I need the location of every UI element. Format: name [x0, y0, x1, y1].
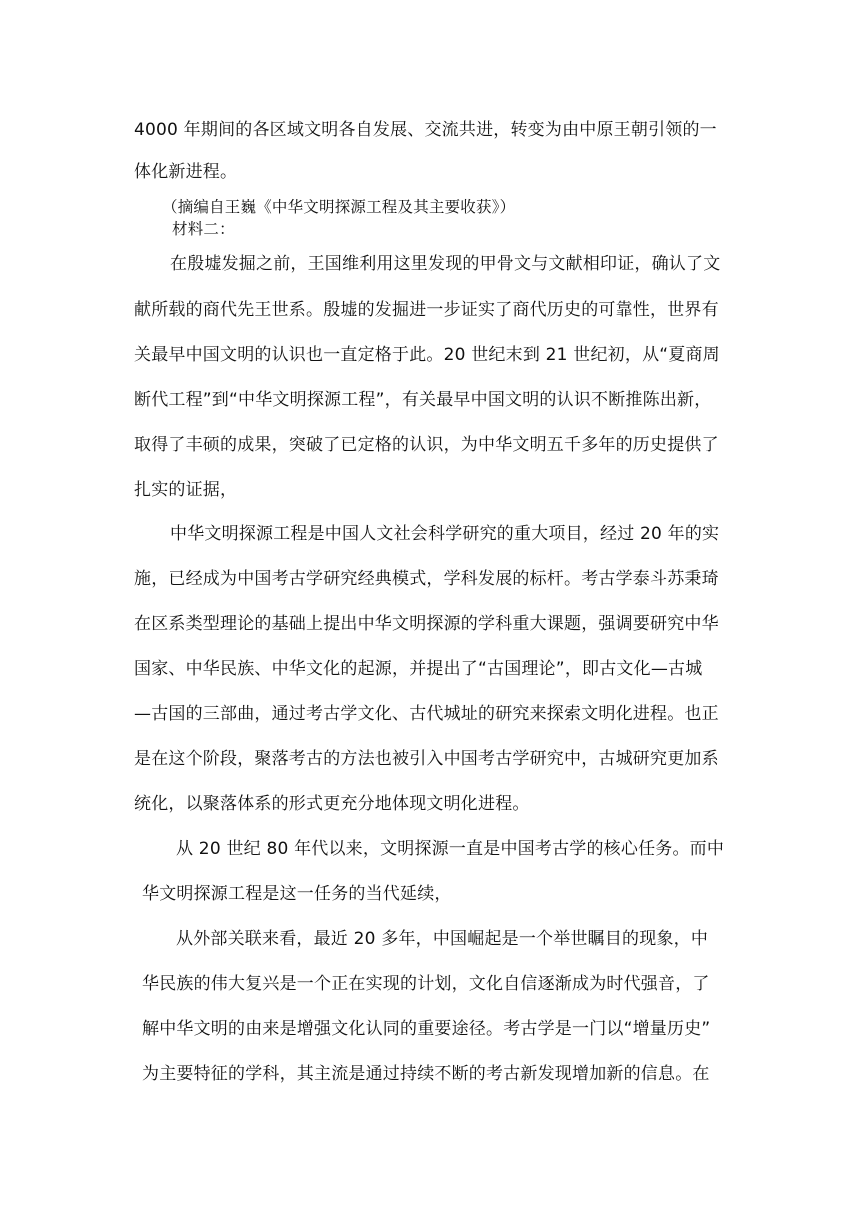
paragraph-line: 是在这个阶段，聚落考古的方法也被引入中国考古学研究中，古城研究更加系	[134, 749, 719, 769]
paragraph-line: 献所载的商代先王世系。殷墟的发掘进一步证实了商代历史的可靠性，世界有	[134, 300, 719, 320]
paragraph-line: 施，已经成为中国考古学研究经典模式，学科发展的标杆。考古学泰斗苏秉琦	[134, 569, 719, 589]
paragraph-line: 从外部关联来看，最近 20 多年，中国崛起是一个举世瞩目的现象，中	[176, 929, 709, 949]
paragraph-line: 关最早中国文明的认识也一直定格于此。20 世纪末到 21 世纪初，从“夏商周	[134, 345, 720, 365]
paragraph-line: 为主要特征的学科，其主流是通过持续不断的考古新发现增加新的信息。在	[142, 1064, 710, 1084]
paragraph-line: 统化，以聚落体系的形式更充分地体现文明化进程。	[134, 794, 530, 814]
paragraph-line: 扎实的证据，	[134, 480, 238, 500]
paragraph-line: 从 20 世纪 80 年代以来，文明探源一直是中国考古学的核心任务。而中	[176, 839, 725, 859]
paragraph-line: 在殷墟发掘之前，王国维利用这里发现的甲骨文与文献相印证，确认了文	[170, 254, 721, 274]
paragraph-line: 解中华文明的由来是增强文化认同的重要途径。考古学是一门以“增量历史”	[142, 1019, 711, 1039]
paragraph-line: 国家、中华民族、中华文化的起源，并提出了“古国理论”，即古文化—古城	[134, 659, 703, 679]
paragraph-line: 在区系类型理论的基础上提出中华文明探源的学科重大课题，强调要研究中华	[134, 614, 719, 634]
paragraph-line: 取得了丰硕的成果，突破了已定格的认识，为中华文明五千多年的历史提供了	[134, 435, 719, 455]
section-heading: 材料二：	[172, 220, 235, 238]
paragraph-line: 4000 年期间的各区域文明各自发展、交流共进，转变为由中原王朝引领的一	[134, 120, 717, 140]
paragraph-line: 华文明探源工程是这一任务的当代延续，	[142, 884, 452, 904]
paragraph-line: —古国的三部曲，通过考古学文化、古代城址的研究来探索文明化进程。也正	[134, 704, 719, 724]
paragraph-line: 断代工程”到“中华文明探源工程”，有关最早中国文明的认识不断推陈出新，	[134, 390, 712, 410]
paragraph-line: 华民族的伟大复兴是一个正在实现的计划，文化自信逐渐成为时代强音，了	[142, 974, 710, 994]
paragraph-line: 体化新进程。	[134, 162, 238, 182]
paragraph-line: 中华文明探源工程是中国人文社会科学研究的重大项目，经过 20 年的实	[170, 524, 720, 544]
source-citation: （摘编自王巍《中华文明探源工程及其主要收获》）	[162, 198, 516, 216]
